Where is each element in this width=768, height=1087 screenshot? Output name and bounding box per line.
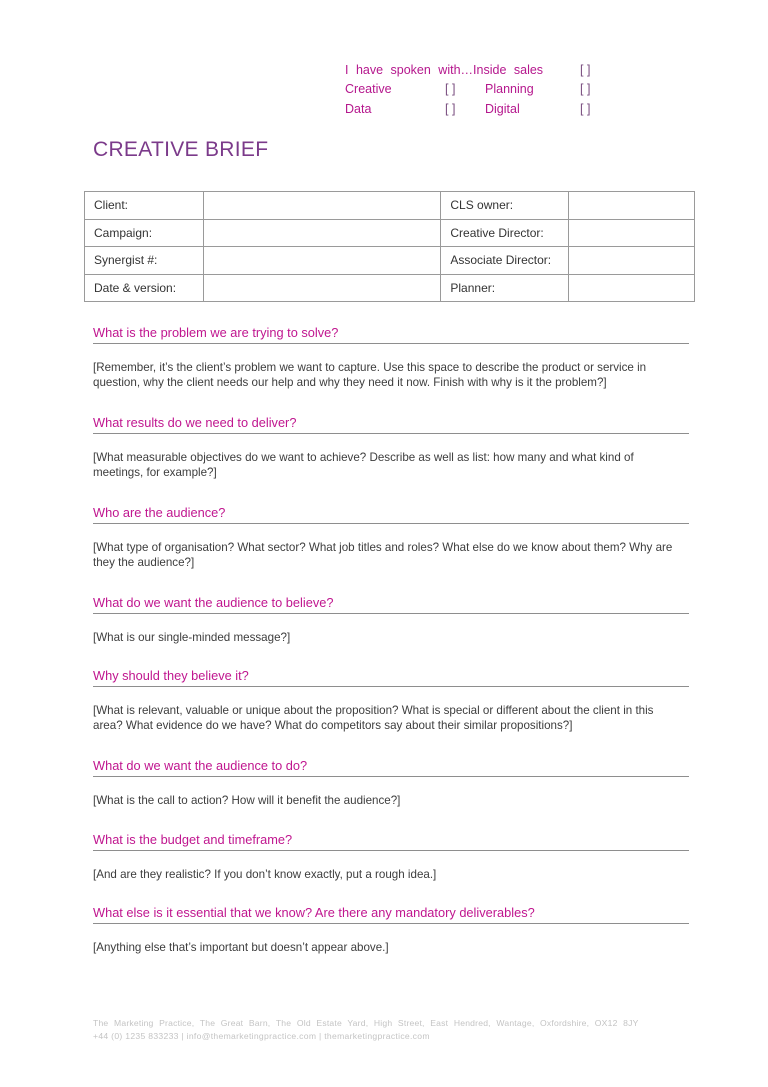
section-guidance[interactable]: [What measurable objectives do we want to achieve? Describe as well as list: how many and what kind of meetings, for example?] (93, 451, 634, 479)
section-heading: Who are the audience? (93, 505, 689, 524)
table-row (85, 274, 695, 302)
section-heading: What is the problem we are trying to solve? (93, 325, 689, 344)
creative-director-field[interactable] (569, 219, 695, 247)
cls-owner-field[interactable] (569, 192, 695, 220)
checklist-row-2 (345, 80, 625, 100)
synergist-field[interactable] (203, 247, 440, 275)
label-creative-director: Creative Director: (441, 219, 569, 247)
section-guidance[interactable]: [What type of organisation? What sector? What job titles and roles? What else do we know about them? Why are they the audience?] (93, 541, 673, 569)
campaign-field[interactable] (203, 219, 440, 247)
table-row (85, 247, 695, 275)
date-version-field[interactable] (203, 274, 440, 302)
section-results (93, 415, 689, 480)
page-footer (93, 1017, 673, 1043)
section-guidance[interactable]: [What is relevant, valuable or unique about the proposition? What is special or different about the client in this area? What evidence do we have? What do competitors say about their similar propositions?] (93, 704, 654, 732)
label-cls-owner: CLS owner: (441, 192, 569, 220)
table-row (85, 219, 695, 247)
section-believe (93, 595, 689, 646)
section-heading: Why should they believe it? (93, 668, 689, 687)
section-budget (93, 832, 689, 883)
checkbox-digital[interactable]: [ ] (580, 101, 591, 116)
checklist-option-creative: Creative (345, 82, 392, 97)
table-row (85, 192, 695, 220)
label-synergist: Synergist #: (85, 247, 204, 275)
section-guidance[interactable]: [What is our single-minded message?] (93, 631, 291, 644)
label-campaign: Campaign: (85, 219, 204, 247)
label-client: Client: (85, 192, 204, 220)
checklist-option-data: Data (345, 101, 372, 116)
page-title: CREATIVE BRIEF (93, 138, 269, 161)
section-essentials (93, 905, 689, 956)
section-heading: What results do we need to deliver? (93, 415, 689, 434)
associate-director-field[interactable] (569, 247, 695, 275)
footer-address: The Marketing Practice, The Great Barn, The Old Estate Yard, High Street, East Hendred, Wantage, Oxfordshire, OX12 8JY (93, 1018, 639, 1028)
checkbox-inside-sales[interactable]: [ ] (580, 62, 591, 77)
checklist-row-3 (345, 99, 625, 119)
planner-field[interactable] (569, 274, 695, 302)
checklist-option-digital: Digital (485, 101, 520, 116)
section-problem (93, 325, 689, 390)
brief-info-table (84, 191, 695, 302)
label-associate-director: Associate Director: (441, 247, 569, 275)
checkbox-data[interactable]: [ ] (445, 101, 456, 116)
section-guidance[interactable]: [And are they realistic? If you don’t know exactly, put a rough idea.] (93, 868, 437, 881)
checkbox-creative[interactable]: [ ] (445, 82, 456, 97)
checklist-option-planning: Planning (485, 82, 534, 97)
spoken-with-checklist (345, 60, 625, 119)
checklist-row-1 (345, 60, 625, 80)
section-why-believe (93, 668, 689, 733)
section-heading: What do we want the audience to believe? (93, 595, 689, 614)
client-field[interactable] (203, 192, 440, 220)
checklist-option-inside-sales: Inside sales (473, 62, 544, 77)
section-guidance[interactable]: [Anything else that’s important but doesn’t appear above.] (93, 941, 389, 954)
checkbox-planning[interactable]: [ ] (580, 82, 591, 97)
section-action (93, 758, 689, 809)
label-planner: Planner: (441, 274, 569, 302)
section-heading: What else is it essential that we know? Are there any mandatory deliverables? (93, 905, 689, 924)
section-heading: What is the budget and timeframe? (93, 832, 689, 851)
section-audience (93, 505, 689, 570)
footer-contact: +44 (0) 1235 833233 | info@themarketingpractice.com | themarketingpractice.com (93, 1031, 430, 1041)
label-date-version: Date & version: (85, 274, 204, 302)
section-heading: What do we want the audience to do? (93, 758, 689, 777)
section-guidance[interactable]: [Remember, it’s the client’s problem we want to capture. Use this space to describe the product or service in question, why the client needs our help and why they need it now. Finish with why is it the problem?] (93, 361, 647, 389)
checklist-intro: I have spoken with… (345, 62, 474, 77)
section-guidance[interactable]: [What is the call to action? How will it benefit the audience?] (93, 794, 401, 807)
